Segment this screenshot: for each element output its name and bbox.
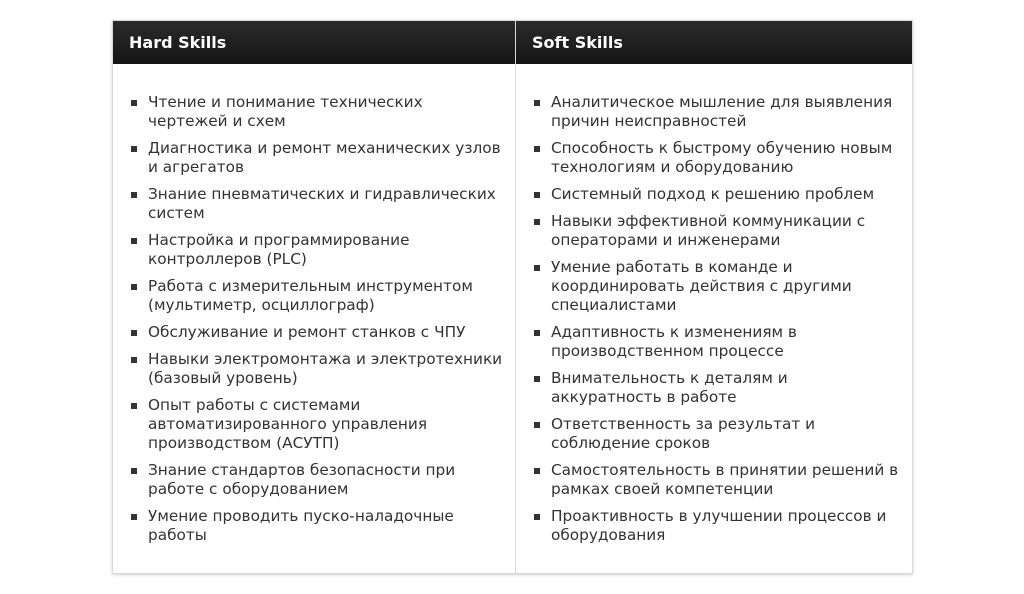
hard-skill-text: Настройка и программирование контроллеров (PLC)	[148, 231, 410, 268]
hard-skill-text: Опыт работы с системами автоматизированного управления производством (АСУТП)	[148, 396, 428, 452]
soft-skills-column	[516, 21, 912, 573]
square-bullet-icon	[534, 330, 540, 336]
soft-skill-text: Аналитическое мышление для выявления причин неисправностей	[551, 93, 893, 130]
soft-skill-text: Умение работать в команде и координировать действия с другими специалистами	[551, 258, 852, 314]
square-bullet-icon	[534, 192, 540, 198]
hard-skill-item	[131, 461, 505, 499]
soft-skill-text: Внимательность к деталям и аккуратность в работе	[551, 369, 788, 406]
square-bullet-icon	[131, 357, 137, 363]
square-bullet-icon	[534, 146, 540, 152]
hard-skill-item	[131, 139, 505, 177]
hard-skill-item	[131, 507, 505, 545]
hard-skill-item	[131, 396, 505, 453]
hard-skill-item	[131, 323, 505, 342]
square-bullet-icon	[131, 330, 137, 336]
square-bullet-icon	[534, 265, 540, 271]
hard-skill-item	[131, 231, 505, 269]
soft-skill-text: Проактивность в улучшении процессов и оборудования	[551, 507, 887, 544]
square-bullet-icon	[534, 514, 540, 520]
hard-skill-item	[131, 185, 505, 223]
square-bullet-icon	[131, 192, 137, 198]
hard-skill-item	[131, 350, 505, 388]
hard-skill-text: Обслуживание и ремонт станков с ЧПУ	[148, 323, 466, 341]
soft-skill-text: Способность к быстрому обучению новым технологиям и оборудованию	[551, 139, 893, 176]
soft-skill-item	[534, 415, 902, 453]
hard-skill-text: Навыки электромонтажа и электротехники (базовый уровень)	[148, 350, 503, 387]
soft-skill-text: Адаптивность к изменениям в производственном процессе	[551, 323, 797, 360]
hard-skills-column	[113, 21, 516, 573]
hard-skills-list	[113, 64, 515, 545]
soft-skill-item	[534, 461, 902, 499]
square-bullet-icon	[534, 100, 540, 106]
skills-table	[112, 20, 913, 574]
soft-skill-item	[534, 93, 902, 131]
soft-skills-header: Soft Skills	[516, 21, 912, 64]
square-bullet-icon	[534, 468, 540, 474]
hard-skill-item	[131, 93, 505, 131]
soft-skill-text: Самостоятельность в принятии решений в рамках своей компетенции	[551, 461, 899, 498]
soft-skill-item	[534, 507, 902, 545]
hard-skill-text: Знание пневматических и гидравлических систем	[148, 185, 496, 222]
soft-skill-item	[534, 369, 902, 407]
square-bullet-icon	[131, 238, 137, 244]
square-bullet-icon	[131, 100, 137, 106]
hard-skills-header: Hard Skills	[113, 21, 515, 64]
soft-skill-text: Навыки эффективной коммуникации с операторами и инженерами	[551, 212, 866, 249]
soft-skill-item	[534, 139, 902, 177]
soft-skill-item	[534, 185, 902, 204]
square-bullet-icon	[131, 403, 137, 409]
square-bullet-icon	[131, 284, 137, 290]
hard-skill-text: Диагностика и ремонт механических узлов и агрегатов	[148, 139, 501, 176]
hard-skill-item	[131, 277, 505, 315]
soft-skill-text: Ответственность за результат и соблюдение сроков	[551, 415, 816, 452]
hard-skill-text: Чтение и понимание технических чертежей и схем	[148, 93, 423, 130]
square-bullet-icon	[131, 468, 137, 474]
soft-skill-item	[534, 258, 902, 315]
square-bullet-icon	[131, 146, 137, 152]
square-bullet-icon	[131, 514, 137, 520]
square-bullet-icon	[534, 376, 540, 382]
square-bullet-icon	[534, 219, 540, 225]
soft-skill-item	[534, 323, 902, 361]
soft-skill-text: Системный подход к решению проблем	[551, 185, 875, 203]
soft-skills-list	[516, 64, 912, 545]
hard-skill-text: Умение проводить пуско-наладочные работы	[148, 507, 454, 544]
square-bullet-icon	[534, 422, 540, 428]
hard-skill-text: Работа с измерительным инструментом (мультиметр, осциллограф)	[148, 277, 473, 314]
hard-skill-text: Знание стандартов безопасности при работе с оборудованием	[148, 461, 456, 498]
soft-skill-item	[534, 212, 902, 250]
